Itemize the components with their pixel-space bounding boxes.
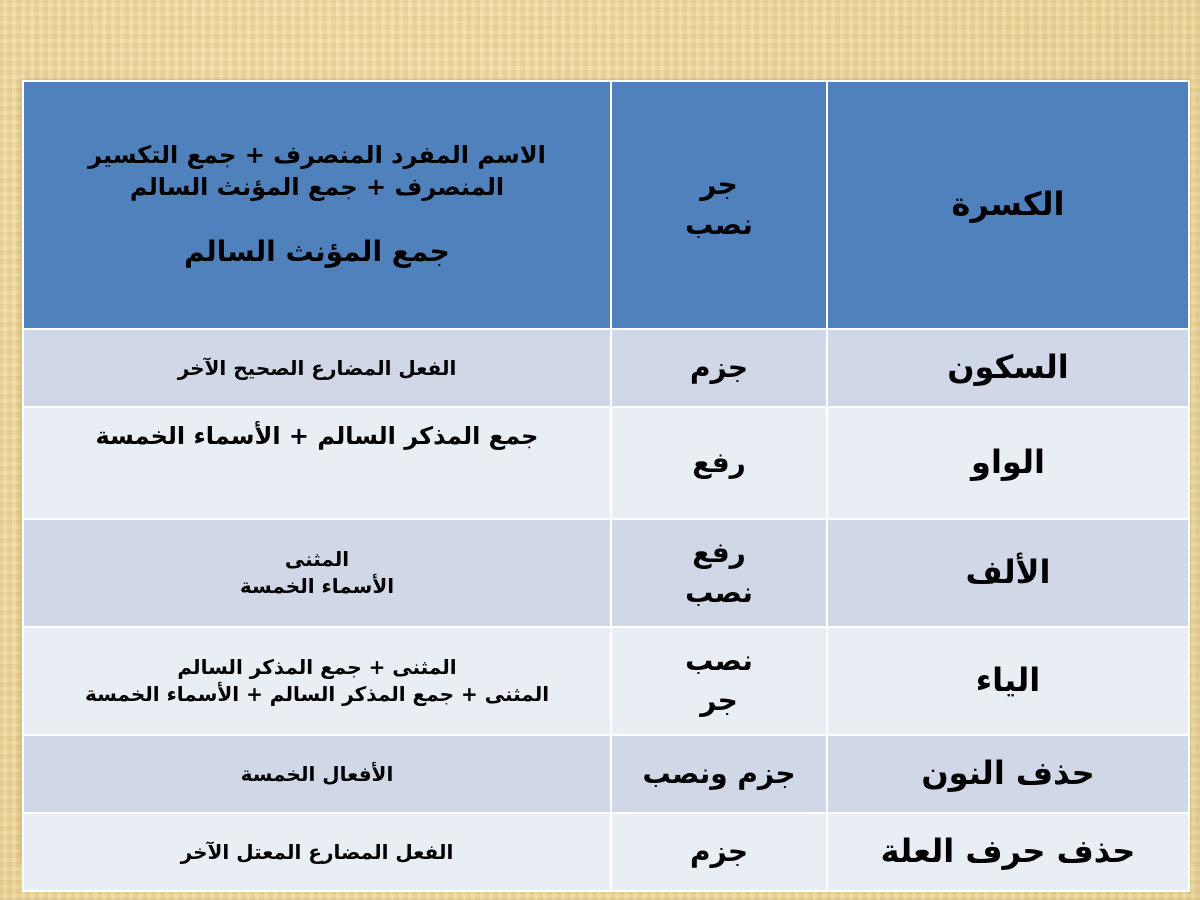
case-cell [611,329,827,407]
sign-cell [827,81,1189,329]
case-text: جزم [689,351,749,385]
table-row [23,813,1189,891]
usage-text: المثنى [284,547,350,571]
usage-text: المثنى + جمع المذكر السالم + الأسماء الخمسة [84,682,550,706]
case-cell [611,519,827,627]
usage-text: الاسم المفرد المنصرف + جمع التكسير المنصرف + جمع المؤنث السالم [88,140,546,202]
case-text: جر [700,684,738,717]
usage-text: الفعل المضارع الصحيح الآخر [177,355,457,380]
usage-text: الأفعال الخمسة [240,761,394,786]
case-text: نصب [685,576,753,609]
case-text: نصب [685,208,753,241]
usage-text: الأسماء الخمسة [239,574,395,598]
usage-cell [23,735,611,813]
usage-cell [23,813,611,891]
usage-cell [23,519,611,627]
sign-cell [827,627,1189,735]
sign-cell [827,407,1189,519]
sign-text: الكسرة [951,185,1065,224]
table-row [23,627,1189,735]
usage-cell [23,329,611,407]
table-row [23,329,1189,407]
usage-cell [23,627,611,735]
sign-cell [827,813,1189,891]
table-row [23,81,1189,329]
case-cell [611,813,827,891]
sign-cell [827,735,1189,813]
table-row [23,519,1189,627]
usage-text: جمع المؤنث السالم [184,235,450,269]
case-text: رفع [692,446,746,480]
table-row [23,407,1189,519]
grammar-table-container [22,80,1188,871]
sign-text: حذف النون [921,754,1095,793]
case-text: نصب [685,644,753,678]
case-text: جر [700,168,738,202]
case-cell [611,735,827,813]
grammar-table [22,80,1190,892]
sign-text: الواو [971,443,1045,482]
sign-text: الياء [975,661,1041,700]
usage-cell [23,81,611,329]
sign-cell [827,329,1189,407]
case-text: رفع [692,536,746,570]
sign-text: الألف [965,553,1051,592]
usage-text: المثنى + جمع المذكر السالم [177,655,457,679]
table-row [23,735,1189,813]
usage-text: جمع المذكر السالم + الأسماء الخمسة [95,422,539,450]
sign-text: السكون [947,348,1069,387]
case-text: جزم ونصب [642,757,796,791]
case-cell [611,407,827,519]
case-cell [611,81,827,329]
sign-text: حذف حرف العلة [880,832,1136,871]
sign-cell [827,519,1189,627]
usage-cell [23,407,611,519]
case-text: جزم [689,835,749,869]
usage-text: الفعل المضارع المعتل الآخر [180,839,454,864]
case-cell [611,627,827,735]
